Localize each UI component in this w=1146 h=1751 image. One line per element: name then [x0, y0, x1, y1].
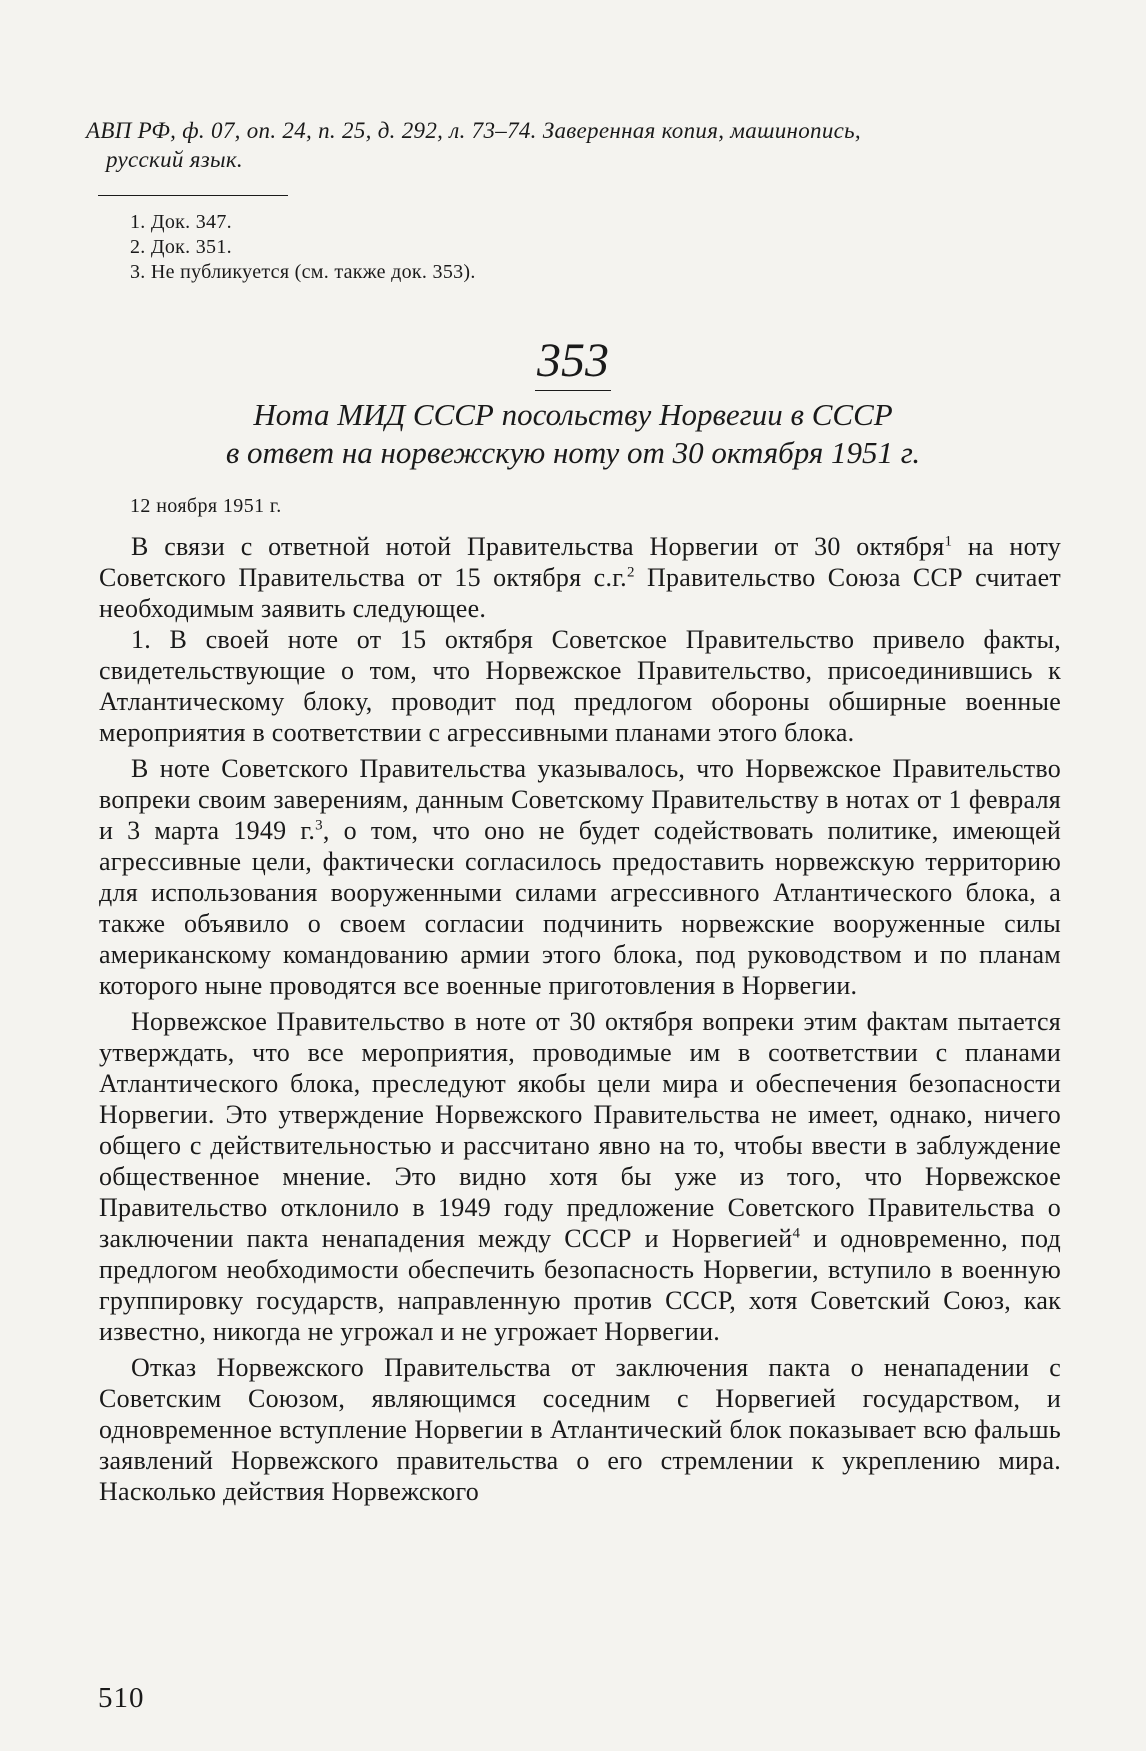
archive-reference	[86, 116, 1066, 174]
footnote-ref-1: 1	[944, 533, 953, 550]
paragraph-1-part-b: на ноту Советского Правительства от 15 октября с.г.	[99, 532, 1061, 592]
archive-reference-line-2: русский язык.	[106, 147, 243, 172]
document-title-line-2: в ответ на норвежскую ноту от 30 октября 1951 г.	[225, 435, 921, 470]
paragraph-2: 1. В своей ноте от 15 октября Советское Правительство привело факты, свидетельствующие о том, что Норвежское Правительство, присоединившись к Атлантическому блоку, проводит под предлогом обороны обширные военные мероприятия в соответствии с агрессивными планами этого блока.	[99, 625, 1061, 747]
document-title-line-1: Нота МИД СССР посольству Норвегии в СССР	[253, 397, 893, 432]
footnotes-list	[130, 210, 476, 285]
footnote-3: 3. Не публикуется (см. также док. 353).	[130, 261, 476, 283]
footnote-ref-2: 2	[626, 564, 635, 581]
document-number	[0, 334, 1146, 391]
paragraph-4	[99, 1006, 1061, 1347]
paragraph-4-part-a: Норвежское Правительство в ноте от 30 октября вопреки этим фактам пытается утверждать, что все мероприятия, проводимые им в соответствии с планами Атлантического блока, преследуют якобы цели мира и обеспечения безопасности Норвегии. Это утверждение Норвежского Правительства не имеет, однако, ничего общего с действительностью и рассчитано явно на то, чтобы ввести в заблуждение общественное мнение. Это видно хотя бы уже из того, что Норвежское Правительство отклонило в 1949 году предложение Советского Правительства о заключении пакта ненападения между СССР и Норвегией	[99, 1007, 1061, 1253]
footnote-2: 2. Док. 351.	[130, 236, 232, 258]
archive-reference-line-1: АВП РФ, ф. 07, оп. 24, п. 25, д. 292, л. 73–74. Заверенная копия, машинопись,	[86, 118, 861, 143]
page-number: 510	[98, 1682, 145, 1714]
paragraph-1	[99, 531, 1061, 624]
document-body	[99, 531, 1061, 1512]
footnote-1: 1. Док. 347.	[130, 211, 232, 233]
footnote-ref-4: 4	[792, 1225, 801, 1242]
document-number-text: 353	[535, 334, 611, 391]
paragraph-1-part-c: Правительство Союза ССР считает необходимым заявить следующее.	[99, 563, 1061, 623]
footnote-ref-3: 3	[315, 817, 323, 834]
paragraph-3-part-b: , о том, что оно не будет содействовать политике, имеющей агрессивные цели, фактически согласилось предоставить норвежскую территорию для использования вооруженными силами агрессивного Атлантического блока, а также объявило о своем согласии подчинить норвежские вооруженные силы американскому командованию армии этого блока, под руководством и по планам которого ныне проводятся все военные приготовления в Норвегии.	[99, 816, 1062, 1000]
document-title	[0, 396, 1146, 472]
footnote-divider	[98, 195, 288, 196]
paragraph-3	[99, 753, 1061, 1001]
document-date: 12 ноября 1951 г.	[130, 495, 282, 517]
paragraph-4-part-b: и одновременно, под предлогом необходимости обеспечить безопасность Норвегии, вступило в военную группировку государств, направленную против СССР, хотя Советский Союз, как известно, никогда не угрожал и не угрожает Норвегии.	[99, 1224, 1061, 1346]
paragraph-1-part-a: В связи с ответной нотой Правительства Норвегии от 30 октября	[131, 532, 945, 561]
paragraph-5: Отказ Норвежского Правительства от заключения пакта о ненападении с Советским Союзом, являющимся соседним с Норвегией государством, и одновременное вступление Норвегии в Атлантический блок показывает всю фальшь заявлений Норвежского правительства о его стремлении к укреплению мира. Насколько действия Норвежского	[99, 1353, 1061, 1506]
paragraph-3-part-a: В ноте Советского Правительства указывалось, что Норвежское Правительство вопреки своим заверениям, данным Советскому Правительству в нотах от 1 февраля и 3 марта 1949 г.	[99, 754, 1061, 845]
